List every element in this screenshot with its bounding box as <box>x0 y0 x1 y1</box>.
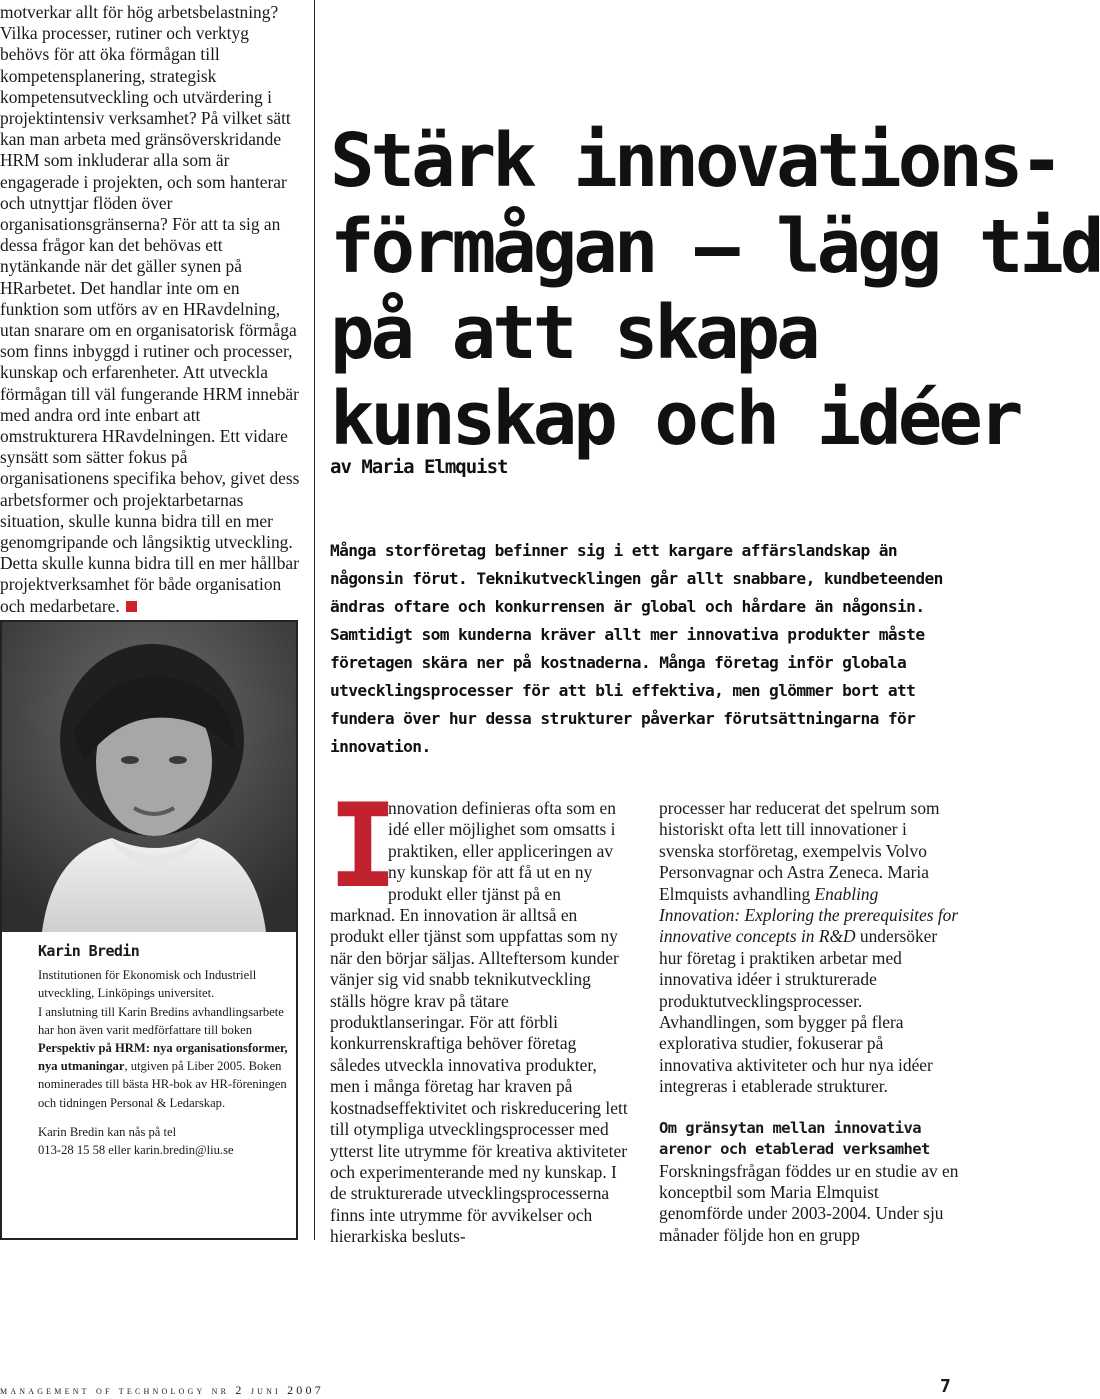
author-bio-box <box>0 620 298 1240</box>
left-column-text <box>0 2 300 617</box>
portrait-image <box>2 622 296 932</box>
author-bio <box>38 942 288 1159</box>
body-column-2-text-a: processer har reducerat det spelrum som historiskt ofta lett till innovationer i svenska storföretag, exempelvis Volvo Personvagnar och Astra Zeneca. Maria Elmquists avhandling <box>659 798 940 904</box>
bio-contact-1: Karin Bredin kan nås på tel <box>38 1124 177 1139</box>
lead-paragraph: Många storföretag befinner sig i ett kargare affärslandskap än någonsin förut. Teknikutvecklingen går allt snabbare, kundbeteenden ändras oftare och konkurrensen är global och hårdare än någonsin. Samtidigt som kunderna kräver allt mer innovativa produkter måste företagen skära ner på kostnaderna. Många företag inför globala utvecklingsprocesser för att bli effektiva, men glömmer bort att fundera över hur dessa strukturer påverkar förutsättningarna för innovation. <box>330 541 943 756</box>
body-column-1-text: nnovation definieras ofta som en idé eller möjlighet som omsatts i praktiken, eller appliceringen av ny kunskap för att få ut en ny produkt eller tjänst på en marknad. En innovation är alltså en produkt eller tjänst som uppfattas som ny när den börjar säljas. Allteftersom kunder vänjer sig vid snabb teknikutveckling ställs högre krav på tätare produktlanseringar. För att förbli konkurrenskraftiga behöver företag således utveckla innovativa produkter, men i många företag har kraven på kostnadseffektivitet och riskreducering lett till otympliga utvecklingsprocesser med ytterst lite utrymme för kreativa aktiviteter och experimenterande med ny kunskap. I de strukturerade utvecklingsprocesserna finns inte utrymme för avvikelser och hierarkiska besluts- <box>330 798 628 1247</box>
subheading: Om gränsytan mellan innovativa arenor och etablerad verksamhet <box>659 1118 930 1159</box>
bio-name: Karin Bredin <box>38 942 140 960</box>
body-column-2 <box>659 798 959 1246</box>
byline: av Maria Elmquist <box>330 456 508 478</box>
body-column-2-text-c: Forskningsfrågan föddes ur en studie av en konceptbil som Maria Elmquist genomförde under 2003-2004. Under sju månader följde hon en grupp <box>659 1160 959 1245</box>
left-column-paragraph: motverkar allt för hög arbetsbelastning? Vilka processer, rutiner och verktyg behövs för att öka förmågan till kompetensplanering, strategisk kompetensutveckling och utvärdering i projektintensiv verksamhet? På vilket sätt kan man arbeta med gränsöverskridande HRM som inkluderar alla som är engagerade i projekten, och som hanterar och utnyttjar flöden över organisationsgränserna? För att ta sig an dessa frågor kan det behövas ett nytänkande när det gäller synen på HRarbetet. Det handlar inte om en funktion som utförs av en HRavdelning, utan snarare om en organisatorisk förmåga som finns inbyggd i rutiner och processer, kunskap och erfarenheter. Att utveckla förmågan till väl fungerande HRM innebär med andra ord inte enbart att omstrukturera HRavdelningen. Ett vidare synsätt som sätter fokus på organisationens specifika behov, givet dess arbetsformer och projektarbetarnas situation, skulle kunna bidra till en mer genomgripande och långsiktig utveckling. Detta skulle kunna bidra till en mer hållbar projektverksamhet för både organisation och medarbetare. <box>0 2 300 616</box>
body-column-1 <box>328 779 630 1248</box>
page-number: 7 <box>940 1376 951 1397</box>
author-photo <box>2 622 296 932</box>
journal-footer: management of technology nr 2 juni 2007 <box>0 1383 324 1397</box>
article-title <box>330 118 1100 462</box>
thesis-title: Enabling Innovation: Exploring the prerequisites for innovative concepts in R&D <box>659 883 959 947</box>
title-line-3: på att skapa <box>330 290 817 376</box>
drop-cap: I <box>328 779 398 914</box>
body-column-2-text-b: undersöker hur företag i praktiken arbetar med innovativa idéer i strukturerade produktutvecklingsprocesser. Avhandlingen, som bygger på flera explorativa studier, fokuserar på innovativa aktiviteter och hur nya idéer integreras i etablerade strukturer. <box>659 926 938 1097</box>
column-divider <box>314 0 315 1240</box>
title-line-2: förmågan – lägg tid <box>330 204 1100 290</box>
bio-contact-2: 013-28 15 58 eller karin.bredin@liu.se <box>38 1143 234 1158</box>
bio-affiliation: Institutionen för Ekonomisk och Industriell utveckling, Linköpings universitet. <box>38 968 257 1001</box>
bio-book-title: Perspektiv på HRM: nya organisationsformer, nya utmaningar <box>38 1041 288 1074</box>
title-line-1: Stärk innovations- <box>330 118 1060 204</box>
bio-text-1: I anslutning till Karin Bredins avhandlingsarbete har hon även varit medförfattare till boken <box>38 1004 284 1037</box>
title-line-4: kunskap och idéer <box>330 376 1020 462</box>
end-mark-icon <box>126 601 137 612</box>
bio-description <box>38 1003 288 1112</box>
bio-text-2: , utgiven på Liber 2005. Boken nominerades till bästa HR-bok av HR-föreningen och tidningen Personal & Ledarskap. <box>38 1059 287 1110</box>
